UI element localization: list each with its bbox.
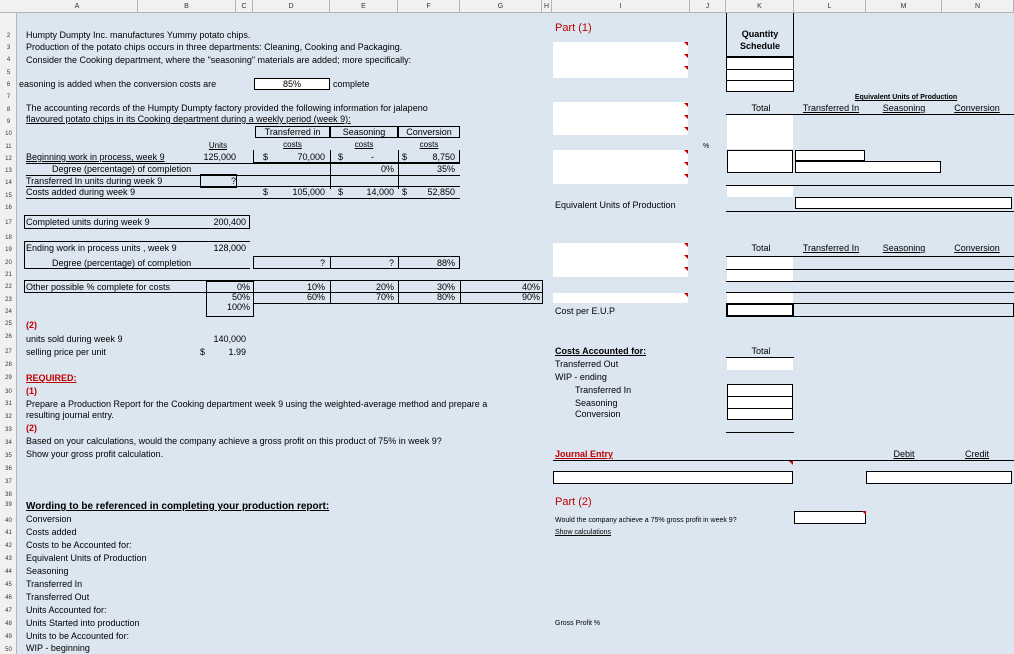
row-number[interactable]: 49 xyxy=(5,634,12,640)
row-number[interactable]: 29 xyxy=(5,375,12,381)
ending-degree-conversion[interactable]: 88% xyxy=(436,258,455,268)
header-conversion: Conversion xyxy=(406,127,452,137)
percent-sign: % xyxy=(703,143,710,150)
show-calculations-label: Show calculations xyxy=(555,529,612,536)
column-header-c[interactable]: C xyxy=(236,0,253,13)
ending-degree-label: Degree (percentage) of completion xyxy=(52,258,192,268)
transferred-units-value[interactable]: ? xyxy=(230,176,236,186)
part1-heading: Part (1) xyxy=(555,22,592,34)
req1-marker: (1) xyxy=(26,386,37,396)
req2-text: Based on your calculations, would the company achieve a gross profit on this product of 75% in week 9? xyxy=(26,436,442,446)
pct-option[interactable]: 70% xyxy=(375,292,394,302)
pct-option[interactable]: 80% xyxy=(436,292,455,302)
header-costs-transferred: costs xyxy=(283,140,302,149)
beginning-degree-conversion[interactable]: 35% xyxy=(436,164,455,174)
row-number[interactable]: 15 xyxy=(5,193,12,199)
row-number[interactable]: 21 xyxy=(5,272,12,278)
gross-profit-label: Gross Profit % xyxy=(555,620,601,627)
row-number[interactable]: 28 xyxy=(5,362,12,368)
row-number[interactable]: 44 xyxy=(5,569,12,575)
completed-units-label: Completed units during week 9 xyxy=(26,217,150,227)
row-number[interactable]: 39 xyxy=(5,502,12,508)
row-number[interactable]: 46 xyxy=(5,595,12,601)
beginning-degree-seasoning[interactable]: 0% xyxy=(380,164,394,174)
conversion-header-2: Conversion xyxy=(954,243,1000,253)
dollar-sign: $ xyxy=(402,187,408,197)
transferred-out-label: Transferred Out xyxy=(555,359,619,369)
journal-entry-heading: Journal Entry xyxy=(555,449,614,459)
quantity-schedule-label-1: Quantity xyxy=(741,29,779,39)
part2-answer-cell[interactable] xyxy=(794,511,866,524)
column-header-l[interactable]: L xyxy=(794,0,866,13)
row-number[interactable]: 9 xyxy=(6,119,11,125)
costs-added-transferred[interactable]: 105,000 xyxy=(292,187,325,197)
answer-cell[interactable] xyxy=(553,243,688,277)
row-number[interactable]: 43 xyxy=(5,556,12,562)
column-header-a[interactable]: A xyxy=(17,0,138,13)
pct-option[interactable]: 100% xyxy=(226,302,250,312)
intro-line-2: Production of the potato chips occurs in three departments: Cleaning, Cooking and Packaging. xyxy=(26,42,403,52)
answer-cell[interactable] xyxy=(553,150,688,184)
header-transferred-in: Transferred in xyxy=(264,127,321,137)
part2-marker: (2) xyxy=(26,320,37,330)
total-header: Total xyxy=(751,103,771,113)
row-number[interactable]: 30 xyxy=(5,389,12,395)
row-number[interactable]: 24 xyxy=(5,309,12,315)
row-number[interactable]: 31 xyxy=(5,401,12,407)
pct-option[interactable]: 50% xyxy=(231,292,250,302)
row-number[interactable]: 6 xyxy=(6,82,11,88)
seasoning-complete-label: complete xyxy=(333,79,370,89)
row-number[interactable]: 35 xyxy=(5,453,12,459)
pct-option[interactable]: 20% xyxy=(375,282,394,292)
row-number[interactable]: 37 xyxy=(5,479,12,485)
ending-degree-seasoning[interactable]: ? xyxy=(388,258,394,268)
other-possible-label: Other possible % complete for costs xyxy=(26,282,171,292)
conversion-header: Conversion xyxy=(954,103,1000,113)
dollar-sign: $ xyxy=(263,187,269,197)
column-header-m[interactable]: M xyxy=(866,0,942,13)
debit-header: Debit xyxy=(893,449,915,459)
wording-item: Conversion xyxy=(26,514,72,524)
beginning-wip-units[interactable]: 125,000 xyxy=(203,152,236,162)
wording-item: Equivalent Units of Production xyxy=(26,553,147,563)
records-line-1: The accounting records of the Humpty Dumpty factory provided the following information for jalapeno xyxy=(26,103,428,113)
row-number[interactable]: 45 xyxy=(5,582,12,588)
row-number[interactable]: 22 xyxy=(5,284,12,290)
column-header-n[interactable]: N xyxy=(942,0,1014,13)
answer-cell[interactable] xyxy=(553,293,688,303)
seasoning-percent-cell[interactable]: 85% xyxy=(254,78,330,90)
wording-item: Units Accounted for: xyxy=(26,605,107,615)
req2-text-2: Show your gross profit calculation. xyxy=(26,449,164,459)
row-number[interactable]: 47 xyxy=(5,608,12,614)
header-costs-conversion: costs xyxy=(419,140,439,149)
beginning-wip-label: Beginning work in process, week 9 xyxy=(26,152,165,162)
column-header-g[interactable]: G xyxy=(460,0,542,13)
row-number[interactable]: 17 xyxy=(5,220,12,226)
ending-degree-transferred[interactable]: ? xyxy=(319,258,325,268)
row-number[interactable]: 11 xyxy=(5,144,12,150)
dollar-sign: $ xyxy=(338,152,344,162)
ending-wip-label: Ending work in process units , week 9 xyxy=(26,243,177,253)
dollar-sign: $ xyxy=(200,347,206,357)
column-header-b[interactable]: B xyxy=(138,0,236,13)
row-number[interactable]: 42 xyxy=(5,543,12,549)
column-header-f[interactable]: F xyxy=(398,0,460,13)
req2-marker: (2) xyxy=(26,423,37,433)
wip-ending-label: WIP - ending xyxy=(555,372,607,382)
units-sold-value[interactable]: 140,000 xyxy=(213,334,246,344)
req1-text: Prepare a Production Report for the Cooking department week 9 using the weighted-average method and prepare a xyxy=(26,399,488,409)
row-number[interactable]: 34 xyxy=(5,440,12,446)
row-number[interactable]: 38 xyxy=(5,492,12,498)
eup-label: Equivalent Units of Production xyxy=(555,200,676,210)
column-header-h[interactable]: H xyxy=(542,0,552,13)
credit-header: Credit xyxy=(964,449,989,459)
wording-item: Costs added xyxy=(26,527,77,537)
column-header-e[interactable]: E xyxy=(330,0,398,13)
wording-item: Transferred Out xyxy=(26,592,90,602)
ca-seasoning-label: Seasoning xyxy=(575,398,618,408)
column-header-j[interactable]: J xyxy=(690,0,726,13)
wording-item: WIP - beginning xyxy=(26,643,90,653)
equivalent-units-title: Equivalent Units of Production xyxy=(854,94,958,101)
wording-item: Units Started into production xyxy=(26,618,140,628)
beginning-wip-conversion[interactable]: 8,750 xyxy=(432,152,455,162)
ca-conversion-label: Conversion xyxy=(575,409,621,419)
row-number[interactable]: 18 xyxy=(5,235,12,241)
row-number[interactable]: 20 xyxy=(5,260,12,266)
column-header-i[interactable]: I xyxy=(552,0,690,13)
dollar-sign: $ xyxy=(263,152,269,162)
row-number[interactable]: 33 xyxy=(5,427,12,433)
row-number[interactable]: 27 xyxy=(5,349,12,355)
beginning-wip-seasoning[interactable]: - xyxy=(371,152,374,162)
units-sold-label: units sold during week 9 xyxy=(26,334,123,344)
price-value[interactable]: 1.99 xyxy=(228,347,246,357)
header-units: Units xyxy=(208,141,228,150)
costs-added-conversion[interactable]: 52,850 xyxy=(427,187,455,197)
seasoning-header: Seasoning xyxy=(882,103,926,113)
pct-option[interactable]: 60% xyxy=(306,292,325,302)
seasoning-header-2: Seasoning xyxy=(882,243,926,253)
header-seasoning: Seasoning xyxy=(342,127,386,137)
seasoning-note: easoning is added when the conversion costs are xyxy=(19,79,217,89)
quantity-schedule-label-2: Schedule xyxy=(739,41,780,51)
row-number[interactable]: 25 xyxy=(5,321,12,327)
wording-item: Units to be Accounted for: xyxy=(26,631,130,641)
ca-transferred-in-label: Transferred In xyxy=(575,385,632,395)
row-header-bar xyxy=(0,13,17,654)
beginning-degree-label: Degree (percentage) of completion xyxy=(52,164,192,174)
row-number[interactable]: 14 xyxy=(5,180,12,186)
required-heading: REQUIRED: xyxy=(26,373,77,383)
row-number[interactable]: 50 xyxy=(5,647,12,653)
intro-line-3: Consider the Cooking department, where the "seasoning" materials are added; more specifically: xyxy=(26,55,412,65)
ending-wip-units[interactable]: 128,000 xyxy=(213,243,246,253)
column-header-d[interactable]: D xyxy=(253,0,330,13)
intro-line-1: Humpty Dumpty Inc. manufactures Yummy potato chips. xyxy=(26,30,251,40)
wording-item: Transferred In xyxy=(26,579,83,589)
req1-text-2: resulting journal entry. xyxy=(26,410,114,420)
column-header-k[interactable]: K xyxy=(726,0,794,13)
row-number[interactable]: 10 xyxy=(5,131,12,137)
row-number[interactable]: 48 xyxy=(5,621,12,627)
dollar-sign: $ xyxy=(338,187,344,197)
wording-item: Costs to be Accounted for: xyxy=(26,540,132,550)
row-number[interactable]: 32 xyxy=(5,414,12,420)
row-number[interactable]: 5 xyxy=(6,70,11,76)
row-number[interactable]: 41 xyxy=(5,530,12,536)
row-number[interactable]: 36 xyxy=(5,466,12,472)
header-costs-seasoning: costs xyxy=(354,140,374,149)
completed-units-value[interactable]: 200,400 xyxy=(213,217,246,227)
answer-cell[interactable] xyxy=(553,102,688,135)
row-number[interactable]: 12 xyxy=(5,156,12,162)
row-number[interactable]: 2 xyxy=(6,33,11,39)
row-number[interactable]: 19 xyxy=(5,247,12,253)
wording-title: Wording to be referenced in completing your production report: xyxy=(26,501,330,512)
costs-added-seasoning[interactable]: 14,000 xyxy=(366,187,394,197)
pct-option[interactable]: 0% xyxy=(236,282,250,292)
dollar-sign: $ xyxy=(402,152,408,162)
row-number[interactable]: 8 xyxy=(6,107,11,113)
pct-option[interactable]: 90% xyxy=(521,292,540,302)
wording-item: Seasoning xyxy=(26,566,69,576)
cost-per-eup-label: Cost per E.U.P xyxy=(555,306,616,316)
total-header-3: Total xyxy=(751,346,771,356)
beginning-wip-transferred[interactable]: 70,000 xyxy=(297,152,325,162)
pct-option[interactable]: 40% xyxy=(521,282,540,292)
costs-accounted-heading: Costs Accounted for: xyxy=(555,346,647,356)
total-header-2: Total xyxy=(751,243,771,253)
row-number[interactable]: 26 xyxy=(5,334,12,340)
row-number[interactable]: 23 xyxy=(5,297,12,303)
row-number[interactable]: 13 xyxy=(5,168,12,174)
part2-heading: Part (2) xyxy=(555,496,592,508)
row-number[interactable]: 16 xyxy=(5,205,12,211)
column-header-bar xyxy=(0,0,1014,13)
row-number[interactable]: 7 xyxy=(6,94,11,100)
row-number[interactable]: 4 xyxy=(6,57,11,63)
transferred-in-header: Transferred In xyxy=(802,103,860,113)
costs-added-label: Costs added during week 9 xyxy=(26,187,136,197)
row-number[interactable]: 3 xyxy=(6,45,11,51)
records-line-2: flavoured potato chips in its Cooking department during a weekly period (week 9): xyxy=(26,114,351,124)
pct-option[interactable]: 10% xyxy=(306,282,325,292)
row-number[interactable]: 40 xyxy=(5,518,12,524)
price-label: selling price per unit xyxy=(26,347,107,357)
part2-question: Would the company achieve a 75% gross profit in week 9? xyxy=(555,517,737,524)
transferred-units-label: Transferred In units during week 9 xyxy=(26,176,163,186)
pct-option[interactable]: 30% xyxy=(436,282,455,292)
answer-cell[interactable] xyxy=(553,42,688,78)
transferred-in-header-2: Transferred In xyxy=(802,243,860,253)
